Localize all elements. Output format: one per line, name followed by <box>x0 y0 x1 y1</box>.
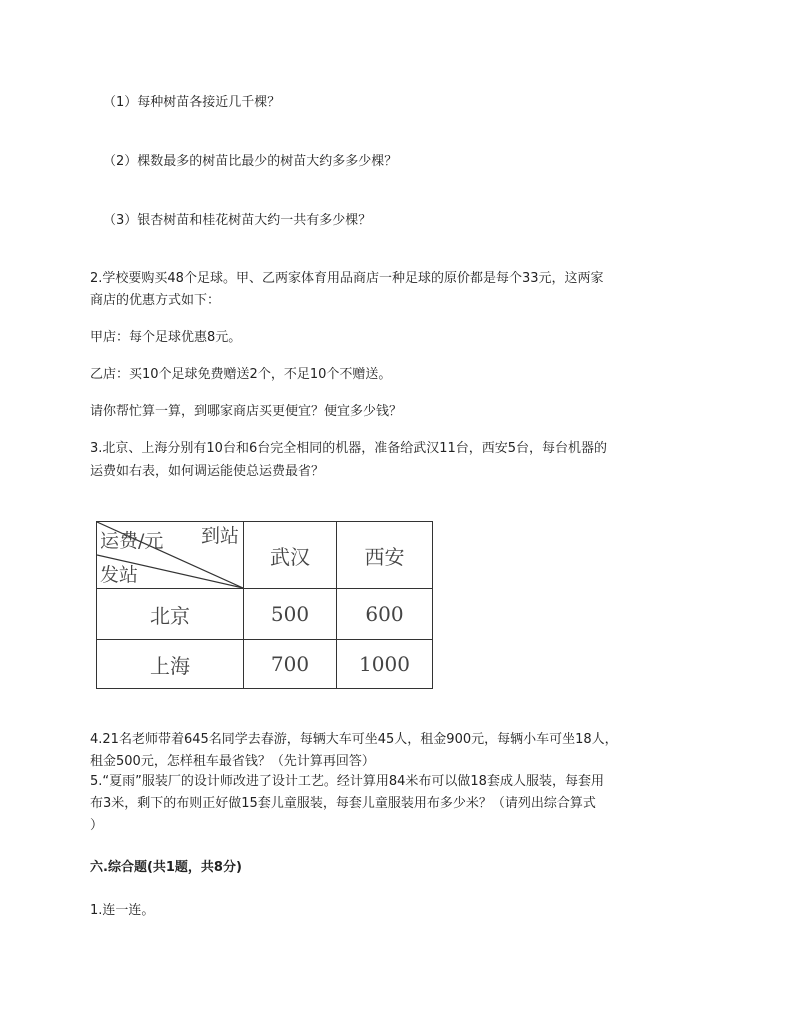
table-row <box>97 640 433 689</box>
question-3-line-2: 运费如右表，如何调运能使总运费最省？ <box>90 464 325 479</box>
row-label-beijing: 北京 <box>97 589 244 640</box>
cell-shanghai-xian: 1000 <box>337 640 433 689</box>
question-2-shop-jia: 甲店：每个足球优惠8元。 <box>90 330 242 345</box>
question-2-line-2: 商店的优惠方式如下： <box>90 293 221 308</box>
subquestion-2: （2）棵数最多的树苗比最少的树苗大约多多少棵？ <box>103 154 398 169</box>
question-5-line-2: 布3米，剩下的布则正好做15套儿童服装，每套儿童服装用布多少米？（请列出综合算式 <box>90 796 596 811</box>
question-3-line-1: 3.北京、上海分别有10台和6台完全相同的机器，准备给武汉11台，西安5台，每台机器的 <box>90 441 608 456</box>
question-4-line-1: 4.21名老师带着645名同学去春游，每辆大车可坐45人，租金900元，每辆小车可坐18人， <box>90 732 618 747</box>
corner-label-fee: 运费/元 <box>100 530 164 552</box>
corner-label-destination: 到站 <box>200 525 239 547</box>
question-5-line-3: ） <box>90 818 104 833</box>
section-6-heading: 六.综合题(共1题，共8分) <box>90 860 242 875</box>
row-label-shanghai: 上海 <box>97 640 244 689</box>
table-header-row <box>97 522 433 589</box>
question-4-line-2: 租金500元，怎样租车最省钱？（先计算再回答） <box>90 754 375 769</box>
cell-beijing-xian: 600 <box>337 589 433 640</box>
subquestion-1: （1）每种树苗各接近几千棵？ <box>103 95 281 110</box>
question-5-line-1: 5.“夏雨”服装厂的设计师改进了设计工艺。经计算用84米布可以做18套成人服装，每套用 <box>90 774 604 789</box>
table-corner-cell <box>97 522 244 589</box>
question-2-line-1: 2.学校要购买48个足球。甲、乙两家体育用品商店一种足球的原价都是每个33元，这两家 <box>90 271 604 286</box>
table-row <box>97 589 433 640</box>
section-6-question-1: 1.连一连。 <box>90 903 155 918</box>
column-header-xian: 西安 <box>337 522 433 589</box>
subquestion-3: （3）银杏树苗和桂花树苗大约一共有多少棵？ <box>103 213 372 228</box>
question-2-ask: 请你帮忙算一算，到哪家商店买更便宜？便宜多少钱？ <box>90 404 403 419</box>
cell-beijing-wuhan: 500 <box>244 589 337 640</box>
cell-shanghai-wuhan: 700 <box>244 640 337 689</box>
corner-label-origin: 发站 <box>100 564 139 586</box>
column-header-wuhan: 武汉 <box>244 522 337 589</box>
question-2-shop-yi: 乙店：买10个足球免费赠送2个，不足10个不赠送。 <box>90 367 392 382</box>
freight-table <box>96 521 433 689</box>
